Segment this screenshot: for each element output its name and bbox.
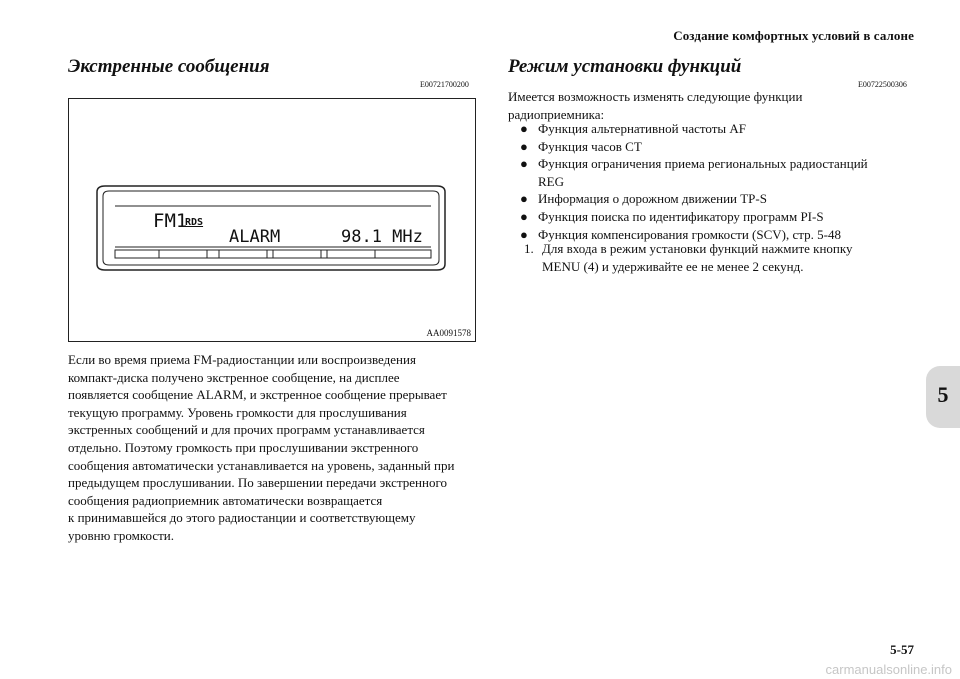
figure-radio-display (68, 98, 476, 342)
paragraph-line: Если во время приема FM-радиостанции или воспроизведения (68, 352, 416, 367)
step-item (524, 240, 934, 275)
step-text: MENU (4) и удерживайте ее не менее 2 секунд. (542, 258, 804, 274)
list-item-text: REG (538, 173, 564, 189)
intro-line: радиоприемника: (508, 106, 605, 122)
paragraph-line: предыдущем прослушивании. По завершении передачи экстренного (68, 475, 447, 491)
step-number: 1. (524, 241, 534, 256)
paragraph-line: экстренных сообщений и для прочих программ устанавливается (68, 422, 425, 438)
display-status: ALARM (229, 227, 281, 247)
chapter-tab (926, 366, 960, 428)
running-header: Создание комфортных условий в салоне (673, 28, 914, 43)
bullet-dot: ● (520, 208, 528, 224)
list-item-text: Функция часов CT (538, 138, 642, 154)
section-code-function-setup: E00722500306 (858, 80, 907, 89)
watermark: carmanualsonline.info (825, 662, 952, 677)
list-item-text: Функция поиска по идентификатору программ PI-S (538, 208, 824, 224)
paragraph-line: компакт-диска получено экстренное сообщение, на дисплее (68, 369, 400, 385)
list-item (520, 120, 940, 138)
list-item (520, 190, 940, 208)
function-list (520, 120, 940, 243)
paragraph-line: сообщения автоматически устанавливается на уровень, заданный при (68, 457, 455, 473)
paragraph-line: появляется сообщение ALARM, и экстренное сообщение прерывает (68, 387, 447, 403)
function-setup-intro (508, 88, 928, 123)
emergency-paragraph (68, 351, 478, 545)
bullet-dot: ● (520, 191, 528, 207)
list-item (520, 155, 940, 190)
step-text: Для входа в режим установки функций нажмите кнопку (542, 241, 853, 256)
steps-list (524, 240, 934, 275)
display-segment (219, 250, 267, 258)
display-band: FM1 (153, 210, 188, 232)
paragraph-line: сообщения радиоприемник автоматически возвращается (68, 492, 383, 508)
list-item (520, 208, 940, 226)
radio-display-illustration (93, 184, 449, 272)
section-title-function-setup: Режим установки функций (508, 56, 742, 77)
intro-line: Имеется возможность изменять следующие функции (508, 89, 803, 104)
list-item (520, 138, 940, 156)
list-item-text: Информация о дорожном движении TP-S (538, 191, 767, 207)
section-code-emergency: E00721700200 (420, 80, 469, 89)
list-item-text: Функция ограничения приема региональных радиостанций (538, 156, 868, 172)
display-segment (327, 250, 375, 258)
paragraph-line: текущую программу. Уровень громкости для прослушивания (68, 404, 407, 420)
display-rds-tag: RDS (185, 217, 204, 228)
section-title-emergency: Экстренные сообщения (68, 56, 270, 77)
page-number: 5-57 (890, 642, 914, 657)
chapter-number: 5 (937, 382, 949, 407)
paragraph-line: отдельно. Поэтому громкость при прослушивании экстренного (68, 439, 419, 455)
figure-id: AA0091578 (426, 328, 471, 338)
bullet-dot: ● (520, 156, 528, 172)
display-segment (159, 250, 207, 258)
list-item-text: Функция альтернативной частоты AF (538, 121, 746, 136)
bullet-dot: ● (520, 226, 528, 242)
list-item-text: Функция компенсирования громкости (SCV), стр. 5-48 (538, 226, 841, 242)
paragraph-line: к принимавшейся до этого радиостанции и соответствующему (68, 510, 416, 526)
display-frequency: 98.1 MHz (341, 227, 423, 247)
paragraph-line: уровню громкости. (68, 527, 175, 543)
bullet-dot: ● (520, 121, 528, 136)
bullet-dot: ● (520, 138, 528, 154)
display-segment (273, 250, 321, 258)
